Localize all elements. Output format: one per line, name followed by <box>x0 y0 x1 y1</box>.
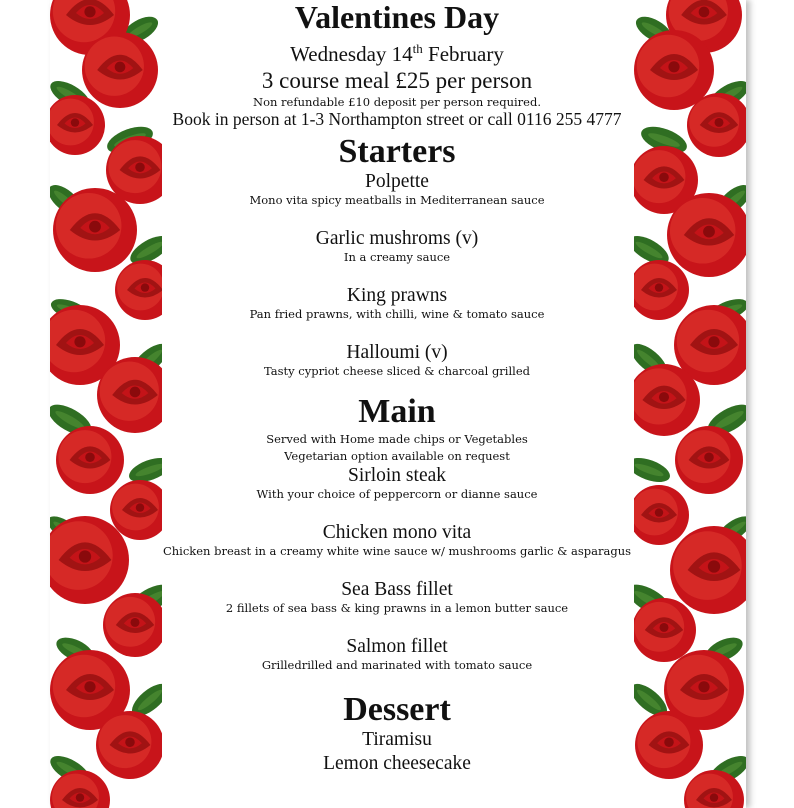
item-description: Tasty cypriot cheese sliced & charcoal grilled <box>263 364 531 378</box>
item-description: With your choice of peppercorn or dianne sauce <box>256 487 538 501</box>
rose <box>50 770 110 808</box>
menu-item <box>140 579 654 616</box>
menu-item <box>140 636 654 673</box>
menu-item <box>140 342 654 379</box>
item-name: Chicken mono vita <box>322 522 472 543</box>
menu-item <box>140 465 654 502</box>
item-description: In a creamy sauce <box>343 250 451 264</box>
item-description: Pan fried prawns, with chilli, wine & tomato sauce <box>249 307 545 321</box>
menu-item <box>140 285 654 322</box>
dessert-heading: Dessert <box>343 691 451 728</box>
dessert-list <box>140 729 654 775</box>
vegetarian-note: Vegetarian option available on request <box>284 449 510 463</box>
item-name: Salmon fillet <box>346 636 448 657</box>
dessert-item: Tiramisu <box>362 729 432 750</box>
booking-info: Book in person at 1-3 Northampton street or call 0116 255 4777 <box>172 109 622 129</box>
rose <box>53 188 137 272</box>
starters-list <box>140 171 654 379</box>
sides-note: Served with Home made chips or Vegetables <box>266 432 528 446</box>
rose <box>675 426 743 494</box>
rose <box>50 95 105 155</box>
item-name: Sea Bass fillet <box>341 579 453 600</box>
item-name: Garlic mushroms (v) <box>315 228 479 249</box>
item-name: Sirloin steak <box>347 465 447 486</box>
deposit-note: Non refundable £10 deposit per person required. <box>253 95 541 109</box>
menu-content <box>140 0 654 775</box>
item-description: Grilledrilled and marinated with tomato sauce <box>261 658 533 672</box>
event-date: Wednesday 14th February <box>290 41 504 66</box>
item-name: Halloumi (v) <box>346 342 448 363</box>
menu-item <box>140 171 654 208</box>
rose <box>56 426 124 494</box>
item-description: Chicken breast in a creamy white wine sauce w/ mushrooms garlic & asparagus <box>162 544 632 558</box>
starters-heading: Starters <box>338 133 456 170</box>
item-name: King prawns <box>346 285 448 306</box>
main-list <box>140 465 654 673</box>
menu-item <box>140 522 654 559</box>
item-description: 2 fillets of sea bass & king prawns in a lemon butter sauce <box>225 601 569 615</box>
item-description: Mono vita spicy meatballs in Mediterranean sauce <box>249 193 545 207</box>
price-line: 3 course meal £25 per person <box>261 68 533 93</box>
main-heading: Main <box>358 393 436 430</box>
event-title: Valentines Day <box>294 0 500 35</box>
menu-item <box>140 228 654 265</box>
rose <box>670 526 746 614</box>
dessert-item: Lemon cheesecake <box>323 753 471 774</box>
item-name: Polpette <box>365 171 429 192</box>
